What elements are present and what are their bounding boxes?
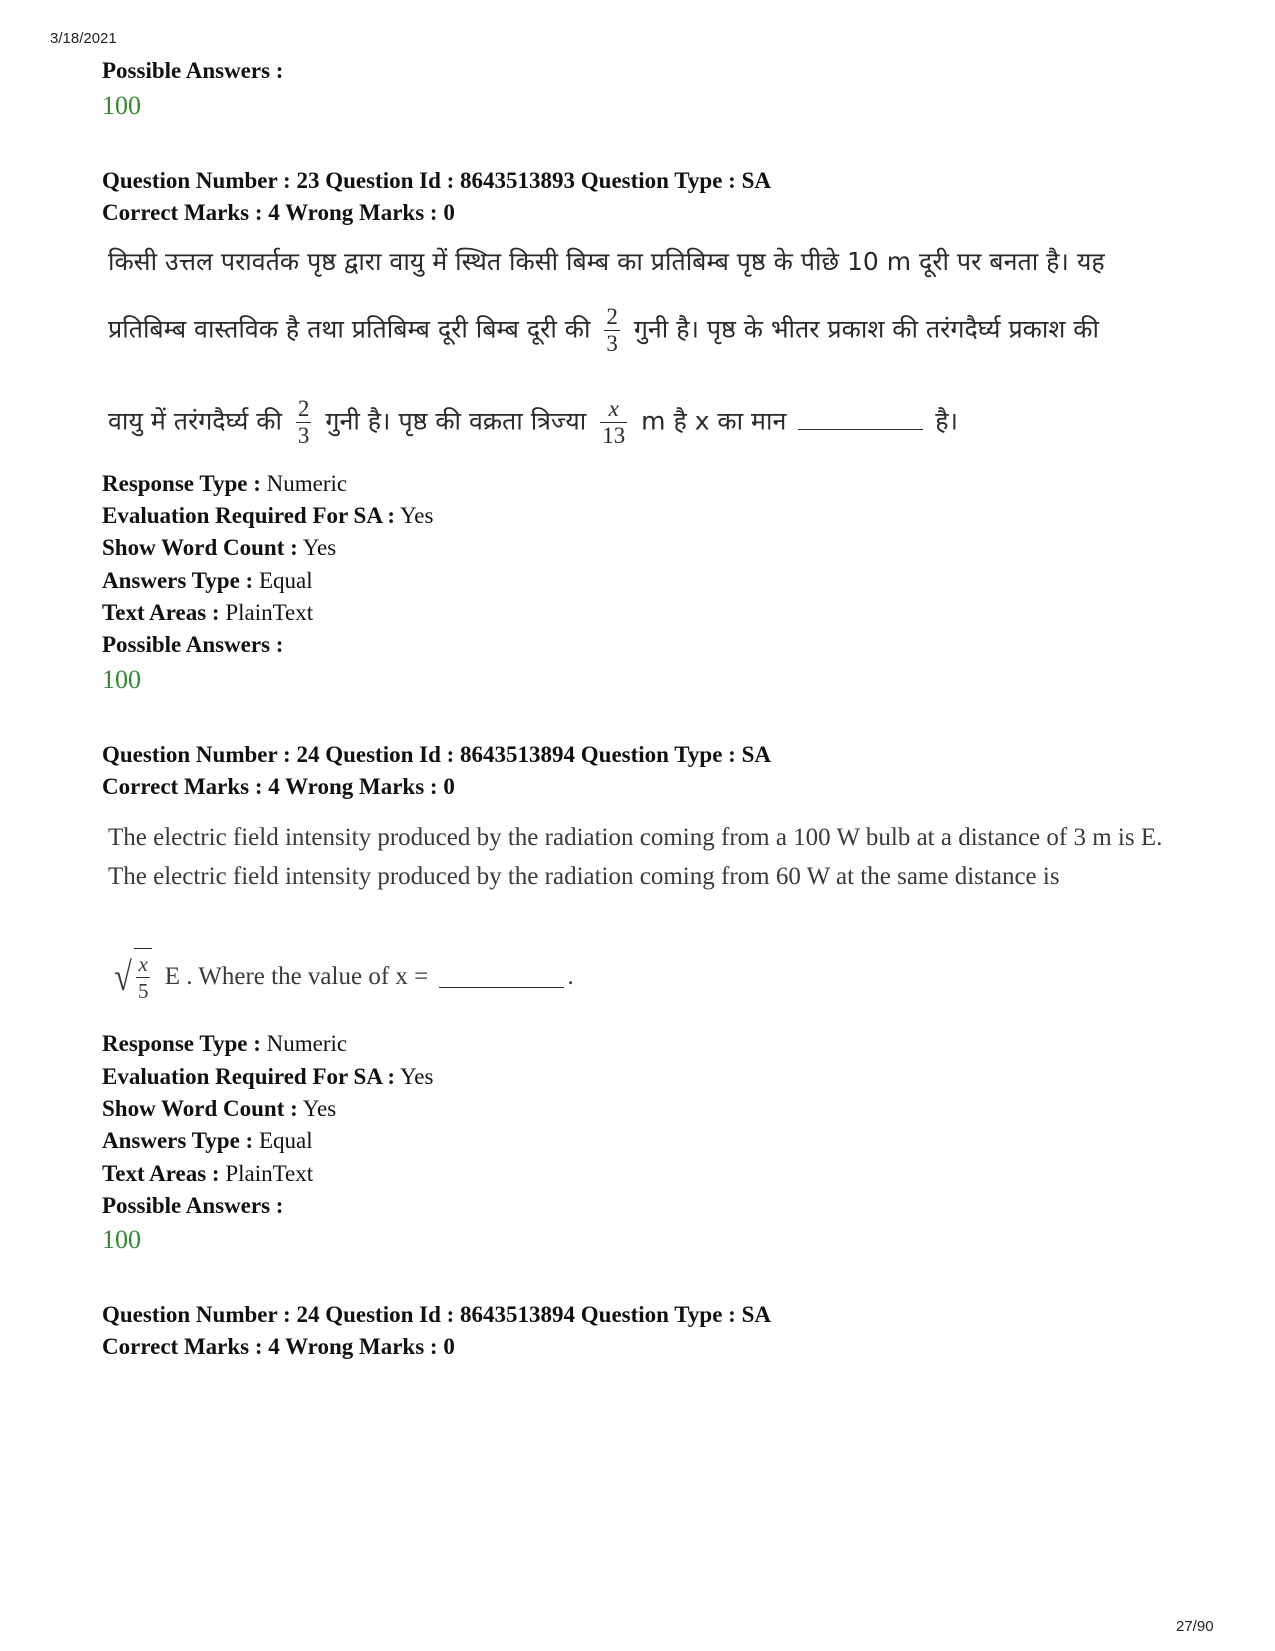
fraction-denominator: 3 bbox=[606, 331, 618, 356]
q24-text-areas: Text Areas : PlainText bbox=[102, 1161, 314, 1186]
question-24-heading: Question Number : 24 Question Id : 8643513894 Question Type : SA bbox=[102, 742, 771, 767]
q24-answers-type: Answers Type : Equal bbox=[102, 1128, 313, 1153]
question-23-line-3a: वायु में तरंगदैर्घ्य की bbox=[108, 406, 282, 436]
question-24-formula bbox=[112, 948, 574, 1006]
fraction-two-thirds bbox=[604, 304, 620, 357]
question-23-heading: Question Number : 23 Question Id : 8643513893 Question Type : SA bbox=[102, 168, 771, 193]
fraction-numerator: 2 bbox=[606, 304, 618, 329]
question-24-text: The electric field intensity produced by the radiation coming from a 100 W bulb at a distance of 3 m is E. The electric field intensity produced by the radiation coming from 60 W at the same distance is bbox=[108, 824, 1163, 890]
fraction-numerator: 2 bbox=[297, 396, 310, 421]
question-23-line-2 bbox=[108, 304, 1099, 357]
possible-answer-value: 100 bbox=[102, 91, 141, 120]
q23-text-areas: Text Areas : PlainText bbox=[102, 600, 314, 625]
answer-blank bbox=[798, 409, 923, 430]
fraction-denominator: 13 bbox=[602, 423, 626, 448]
question-23-line-3d: है। bbox=[935, 406, 959, 436]
question-24-marks: Correct Marks : 4 Wrong Marks : 0 bbox=[102, 774, 455, 799]
formula-tail: E . Where the value of x = bbox=[164, 963, 429, 990]
question-23-line-3 bbox=[108, 396, 958, 449]
page-number: 27/90 bbox=[1176, 1618, 1214, 1635]
q23-show-word-count: Show Word Count : Yes bbox=[102, 535, 337, 560]
possible-answers-label: Possible Answers : bbox=[102, 58, 284, 83]
question-24-repeat-marks: Correct Marks : 4 Wrong Marks : 0 bbox=[102, 1334, 455, 1359]
question-23-line-2a: प्रतिबिम्ब वास्तविक है तथा प्रतिबिम्ब दूरी बिम्ब दूरी की bbox=[108, 314, 591, 344]
q24-possible-answers-label: Possible Answers : bbox=[102, 1193, 284, 1218]
question-23-line-2b: गुनी है। पृष्ठ के भीतर प्रकाश की तरंगदैर्घ्य प्रकाश की bbox=[633, 314, 1099, 344]
fraction-x-over-5 bbox=[136, 951, 151, 1004]
fraction-numerator: x bbox=[600, 396, 627, 423]
q23-answers-type: Answers Type : Equal bbox=[102, 568, 313, 593]
q23-possible-answers-label: Possible Answers : bbox=[102, 632, 284, 657]
question-23-marks: Correct Marks : 4 Wrong Marks : 0 bbox=[102, 200, 455, 225]
fraction-x-over-13 bbox=[600, 396, 627, 449]
question-24-repeat-heading: Question Number : 24 Question Id : 8643513894 Question Type : SA bbox=[102, 1302, 771, 1327]
q23-response-type: Response Type : Numeric bbox=[102, 471, 348, 496]
answer-blank bbox=[439, 967, 564, 988]
fraction-denominator: 5 bbox=[137, 979, 149, 1003]
fraction-two-thirds-2 bbox=[296, 396, 312, 449]
q23-possible-answer: 100 bbox=[102, 665, 141, 694]
fraction-denominator: 3 bbox=[297, 423, 310, 448]
q23-evaluation-required: Evaluation Required For SA : Yes bbox=[102, 503, 434, 528]
square-root bbox=[112, 948, 152, 1006]
question-23-line-3b: गुनी है। पृष्ठ की वक्रता त्रिज्या bbox=[325, 406, 587, 436]
q24-evaluation-required: Evaluation Required For SA : Yes bbox=[102, 1064, 434, 1089]
q24-response-type: Response Type : Numeric bbox=[102, 1031, 348, 1056]
question-23-line-1: किसी उत्तल परावर्तक पृष्ठ द्वारा वायु में स्थित किसी बिम्ब का प्रतिबिम्ब पृष्ठ के पीछे 10 m दूरी पर बनता है। यह bbox=[108, 247, 1105, 276]
fraction-numerator: x bbox=[136, 951, 151, 978]
q24-show-word-count: Show Word Count : Yes bbox=[102, 1096, 337, 1121]
q24-possible-answer: 100 bbox=[102, 1225, 141, 1254]
formula-end: . bbox=[567, 963, 574, 990]
question-23-line-3c: m है x का मान bbox=[641, 406, 787, 436]
radicand bbox=[134, 948, 153, 1006]
header-date: 3/18/2021 bbox=[50, 30, 117, 47]
radical-sign: √ bbox=[114, 954, 132, 999]
